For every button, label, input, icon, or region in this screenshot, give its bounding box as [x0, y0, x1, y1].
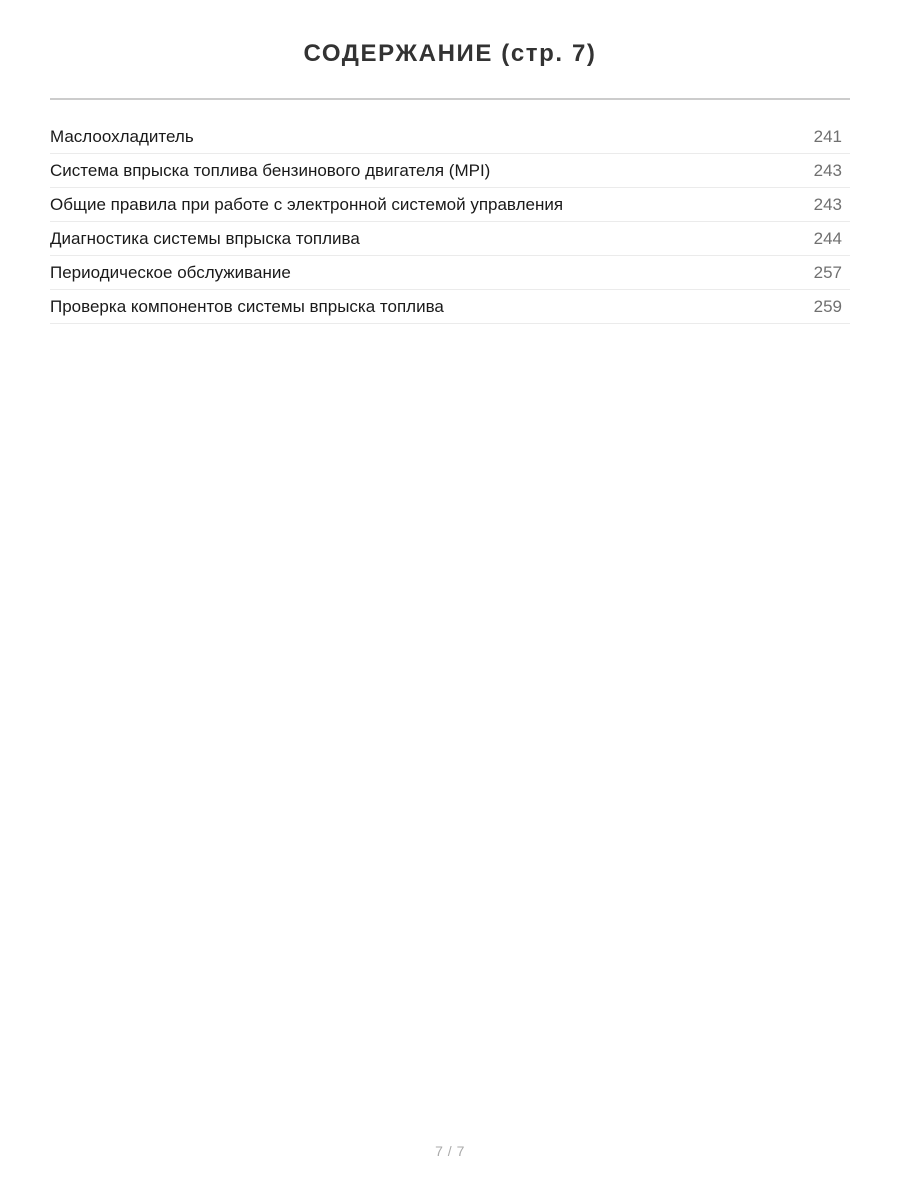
toc-entry-page-number: 259 — [813, 296, 842, 316]
page-title: СОДЕРЖАНИЕ (стр. 7) — [303, 40, 597, 67]
toc-entry[interactable] — [50, 290, 850, 324]
title-divider — [50, 98, 850, 100]
toc-entry[interactable] — [50, 120, 850, 154]
toc-entry-title: Диагностика системы впрыска топлива — [50, 228, 360, 248]
toc-entry-page-number: 257 — [813, 262, 842, 282]
toc-entry-page-number: 244 — [813, 228, 842, 248]
page-indicator: 7 / 7 — [435, 1143, 465, 1159]
toc-entry-page-number: 243 — [813, 160, 842, 180]
toc-entry[interactable] — [50, 154, 850, 188]
toc-entry-title: Общие правила при работе с электронной системой управления — [50, 194, 564, 214]
toc-entry-title: Система впрыска топлива бензинового двигателя (MPI) — [50, 160, 491, 180]
toc-entry[interactable] — [50, 188, 850, 222]
toc-entry-page-number: 243 — [813, 194, 842, 214]
toc-entry-title: Проверка компонентов системы впрыска топлива — [50, 296, 444, 316]
table-of-contents — [50, 120, 850, 324]
toc-entry-title: Периодическое обслуживание — [50, 262, 291, 282]
toc-entry[interactable] — [50, 222, 850, 256]
toc-entry-title: Маслоохладитель — [50, 126, 194, 146]
toc-entry-page-number: 241 — [813, 126, 842, 146]
toc-entry[interactable] — [50, 256, 850, 290]
